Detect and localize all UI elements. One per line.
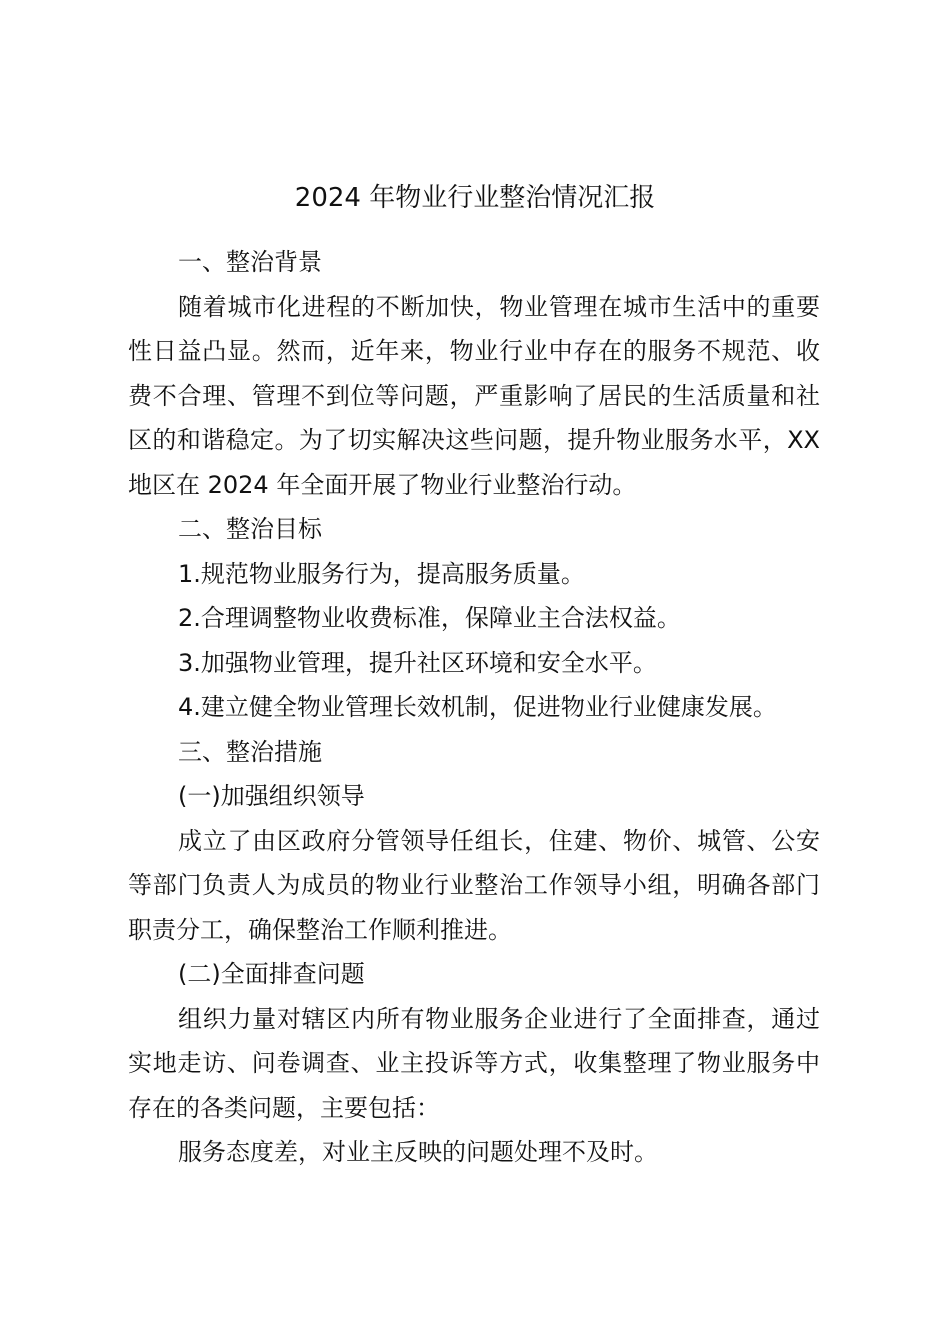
document-body [128,240,820,1175]
goal-item-4: 4.建立健全物业管理长效机制，促进物业行业健康发展。 [178,693,777,721]
investigation-paragraph: 组织力量对辖区内所有物业服务企业进行了全面排查，通过实地走访、问卷调查、业主投诉等方式，收集整理了物业服务中存在的各类问题，主要包括： [128,1004,820,1122]
subheading-leadership: (一)加强组织领导 [178,782,365,810]
goal-item-2: 2.合理调整物业收费标准，保障业主合法权益。 [178,604,681,632]
section-heading-measures: 三、整治措施 [178,737,322,766]
background-paragraph: 随着城市化进程的不断加快，物业管理在城市生活中的重要性日益凸显。然而，近年来，物业行业中存在的服务不规范、收费不合理、管理不到位等问题，严重影响了居民的生活质量和社区的和谐稳定。为了切实解决这些问题，提升物业服务水平，XX 地区在 2024 年全面开展了物业行业整治行动。 [128,292,820,499]
subheading-investigation: (二)全面排查问题 [178,960,365,988]
section-heading-goals: 二、整治目标 [178,515,322,543]
leadership-paragraph: 成立了由区政府分管领导任组长，住建、物价、城管、公安等部门负责人为成员的物业行业整治工作领导小组，明确各部门职责分工，确保整治工作顺利推进。 [128,826,820,944]
issue-item-service-attitude: 服务态度差，对业主反映的问题处理不及时。 [178,1138,658,1166]
goal-item-3: 3.加强物业管理，提升社区环境和安全水平。 [178,648,657,677]
document-title: 2024 年物业行业整治情况汇报 [294,183,656,213]
goal-item-1: 1.规范物业服务行为，提高服务质量。 [178,559,585,588]
section-heading-background: 一、整治背景 [178,248,322,276]
